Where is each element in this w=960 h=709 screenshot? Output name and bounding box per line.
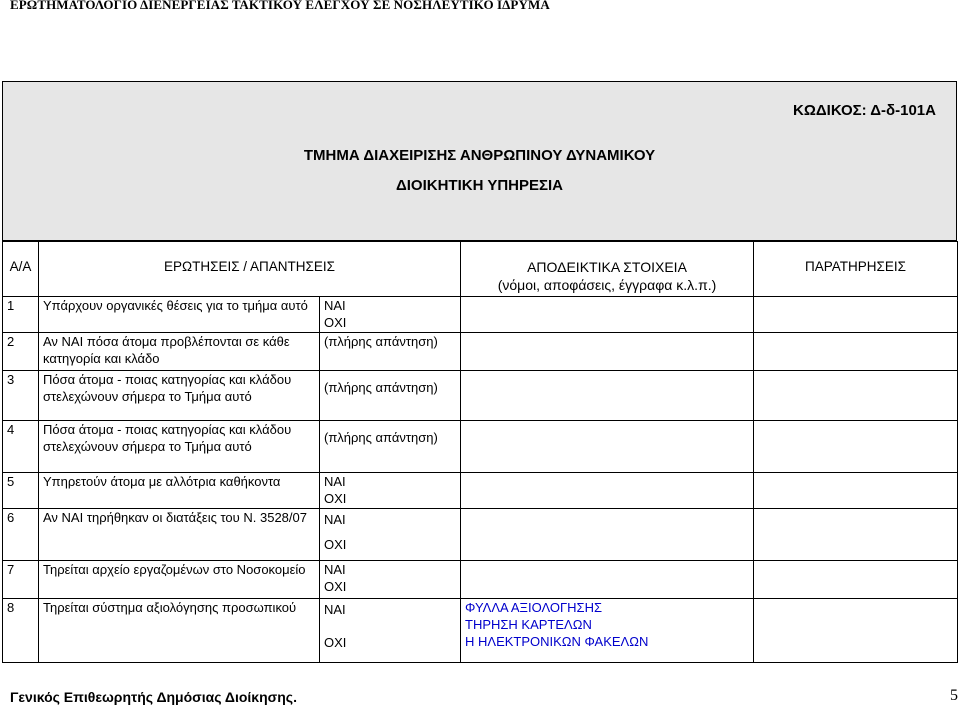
evidence-cell	[461, 421, 754, 473]
answer-options	[320, 509, 461, 561]
column-header-num: Α/Α	[3, 242, 39, 297]
table-row	[3, 371, 958, 421]
table-row	[3, 333, 958, 371]
answer-yes: ΝΑΙ	[324, 474, 346, 489]
answer-no: ΟΧΙ	[324, 491, 347, 506]
evidence-line: ΤΗΡΗΣΗ ΚΑΡΤΕΛΩΝ	[465, 617, 592, 632]
question-text: Τηρείται σύστημα αξιολόγησης προσωπικού	[39, 599, 320, 663]
evidence-cell	[461, 297, 754, 333]
table-row	[3, 421, 958, 473]
answer-options	[320, 561, 461, 599]
remarks-cell	[754, 297, 958, 333]
evidence-line: Η ΗΛΕΚΤΡΟΝΙΚΩΝ ΦΑΚΕΛΩΝ	[465, 634, 649, 649]
question-text: Τηρείται αρχείο εργαζομένων στο Νοσοκομείο	[39, 561, 320, 599]
table-header-row	[3, 242, 958, 297]
column-header-evidence	[461, 242, 754, 297]
column-header-question: ΕΡΩΤΗΣΕΙΣ / ΑΠΑΝΤΗΣΕΙΣ	[39, 242, 461, 297]
answer-options	[320, 599, 461, 663]
department-title: ΤΜΗΜΑ ΔΙΑΧΕΙΡΙΣΗΣ ΑΝΘΡΩΠΙΝΟΥ ΔΥΝΑΜΙΚΟΥ	[303, 147, 656, 164]
evidence-header-line2: (νόμοι, αποφάσεις, έγγραφα κ.λ.π.)	[497, 277, 717, 293]
answer-yes: ΝΑΙ	[324, 512, 346, 527]
answer-no: ΟΧΙ	[324, 579, 347, 594]
row-number: 5	[3, 473, 39, 509]
answer-no: ΟΧΙ	[324, 315, 347, 330]
answer-yes: ΝΑΙ	[324, 562, 346, 577]
question-text: Υπηρετούν άτομα με αλλότρια καθήκοντα	[39, 473, 320, 509]
document-title: ΕΡΩΤΗΜΑΤΟΛΟΓΙΟ ΔΙΕΝΕΡΓΕΙΑΣ ΤΑΚΤΙΚΟΥ ΕΛΕΓΧΟΥ ΣΕ ΝΟΣΗΛΕΥΤΙΚΟ ΙΔΡΥΜΑ	[10, 0, 550, 12]
row-number: 4	[3, 421, 39, 473]
remarks-cell	[754, 509, 958, 561]
remarks-cell	[754, 473, 958, 509]
row-number: 3	[3, 371, 39, 421]
table-row	[3, 561, 958, 599]
form-header-box	[2, 81, 957, 241]
row-number: 2	[3, 333, 39, 371]
form-code: ΚΩΔΙΚΟΣ: Δ-δ-101Α	[793, 102, 936, 119]
question-text: Υπάρχουν οργανικές θέσεις για το τμήμα αυτό	[39, 297, 320, 333]
evidence-cell	[461, 333, 754, 371]
footer-author: Γενικός Επιθεωρητής Δημόσιας Διοίκησης.	[10, 689, 297, 705]
evidence-cell	[461, 371, 754, 421]
answer-full	[320, 421, 461, 473]
row-number: 6	[3, 509, 39, 561]
row-number: 8	[3, 599, 39, 663]
question-text: Αν ΝΑΙ τηρήθηκαν οι διατάξεις του Ν. 3528/07	[39, 509, 320, 561]
remarks-cell	[754, 333, 958, 371]
evidence-cell	[461, 509, 754, 561]
answer-full-text: (πλήρης απάντηση)	[324, 430, 438, 445]
evidence-cell	[461, 599, 754, 663]
question-text: Αν ΝΑΙ πόσα άτομα προβλέπονται σε κάθε κατηγορία και κλάδο	[39, 333, 320, 371]
remarks-cell	[754, 371, 958, 421]
remarks-cell	[754, 561, 958, 599]
answer-yes: ΝΑΙ	[324, 602, 346, 617]
answer-options	[320, 297, 461, 333]
service-title: ΔΙΟΙΚΗΤΙΚΗ ΥΠΗΡΕΣΙΑ	[395, 177, 564, 194]
answer-no: ΟΧΙ	[324, 635, 347, 650]
answer-full-text: (πλήρης απάντηση)	[324, 380, 438, 395]
question-text: Πόσα άτομα - ποιας κατηγορίας και κλάδου στελεχώνουν σήμερα το Τμήμα αυτό	[39, 421, 320, 473]
table-row	[3, 599, 958, 663]
answer-options	[320, 473, 461, 509]
evidence-cell	[461, 473, 754, 509]
table-row	[3, 509, 958, 561]
questionnaire-table	[2, 241, 958, 663]
remarks-cell	[754, 599, 958, 663]
column-header-remarks: ΠΑΡΑΤΗΡΗΣΕΙΣ	[754, 242, 958, 297]
answer-yes: ΝΑΙ	[324, 298, 346, 313]
table-row	[3, 473, 958, 509]
evidence-line: ΦΥΛΛΑ ΑΞΙΟΛΟΓΗΣΗΣ	[465, 600, 603, 615]
question-text: Πόσα άτομα - ποιας κατηγορίας και κλάδου στελεχώνουν σήμερα το Τμήμα αυτό	[39, 371, 320, 421]
evidence-header-line1: ΑΠΟΔΕΙΚΤΙΚΑ ΣΤΟΙΧΕΙΑ	[527, 259, 687, 275]
remarks-cell	[754, 421, 958, 473]
row-number: 1	[3, 297, 39, 333]
evidence-cell	[461, 561, 754, 599]
answer-no: ΟΧΙ	[324, 537, 347, 552]
table-row	[3, 297, 958, 333]
answer-full	[320, 371, 461, 421]
answer-full: (πλήρης απάντηση)	[320, 333, 461, 371]
page-number: 5	[950, 687, 958, 704]
row-number: 7	[3, 561, 39, 599]
